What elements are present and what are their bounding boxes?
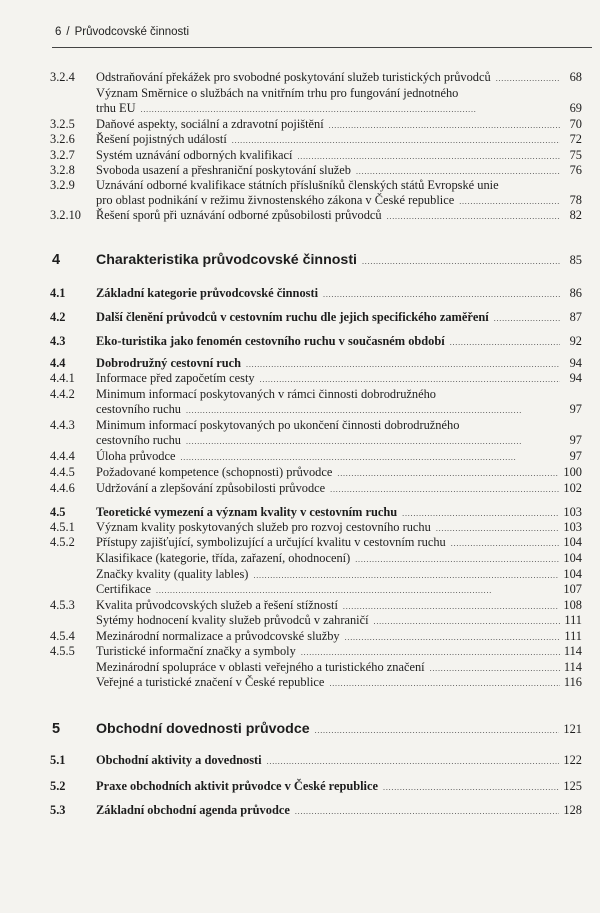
- toc-number: 4.4.4: [50, 449, 75, 463]
- running-header: [55, 26, 189, 38]
- dot-leader: [323, 286, 560, 299]
- dot-leader: [186, 402, 560, 415]
- dot-leader: [451, 535, 560, 548]
- toc-title: Teoretické vymezení a význam kvality v cestovním ruchu: [96, 505, 398, 519]
- toc-title: Kvalita průvodcovských služeb a řešení stížností: [96, 598, 338, 612]
- dot-leader: [260, 371, 560, 384]
- toc-title: Sytémy hodnocení kvality služeb průvodců v zahraničí: [96, 613, 369, 627]
- toc-title: Obchodní dovednosti průvodce: [96, 721, 310, 737]
- toc-title-line: Minimum informací poskytovaných po ukončení činnosti dobrodružného: [96, 418, 460, 432]
- toc-number: 4.5.2: [50, 535, 75, 549]
- toc-number: 5.3: [50, 803, 66, 817]
- dot-leader: [329, 117, 560, 130]
- toc-page-number: 108: [563, 598, 582, 612]
- toc-title: Základní kategorie průvodcovské činnosti: [96, 286, 319, 300]
- dot-leader: [343, 598, 560, 611]
- toc-page-number: 104: [563, 567, 582, 581]
- dot-leader: [387, 208, 560, 221]
- toc-page-number: 111: [564, 613, 582, 627]
- dot-leader: [295, 803, 560, 816]
- dot-leader: [450, 334, 560, 347]
- dot-leader: [355, 551, 559, 564]
- dot-leader: [156, 582, 559, 595]
- dot-leader: [494, 310, 560, 323]
- toc-title: Praxe obchodních aktivit průvodce v České republice: [96, 779, 379, 793]
- toc-number: 4: [52, 252, 61, 268]
- toc-title: Řešení pojistných událostí: [96, 132, 227, 146]
- toc-title: Dobrodružný cestovní ruch: [96, 356, 242, 370]
- toc-page-number: 87: [569, 310, 582, 324]
- header-rule: [52, 47, 592, 48]
- toc-page-number: 97: [569, 449, 582, 463]
- toc-number: 4.5.4: [50, 629, 75, 643]
- toc-page-number: 107: [563, 582, 582, 596]
- dot-leader: [330, 481, 559, 494]
- toc-title: trhu EU: [96, 101, 136, 115]
- toc-number: 4.5: [50, 505, 66, 519]
- toc-number: 5: [52, 721, 61, 737]
- toc-number: 4.4.3: [50, 418, 75, 432]
- toc-title: Značky kvality (quality lables): [96, 567, 249, 581]
- toc-title: Mezinárodní normalizace a průvodcovské služby: [96, 629, 340, 643]
- toc-page-number: 125: [563, 779, 582, 793]
- toc-page-number: 104: [563, 535, 582, 549]
- dot-leader: [186, 433, 560, 446]
- toc-page-number: 100: [563, 465, 582, 479]
- toc-number: 3.2.8: [50, 163, 75, 177]
- toc-title: Daňové aspekty, sociální a zdravotní pojištění: [96, 117, 324, 131]
- toc-title: cestovního ruchu: [96, 433, 181, 447]
- toc-number: 4.4.1: [50, 371, 75, 385]
- toc-title: Svoboda usazení a přeshraniční poskytování služeb: [96, 163, 351, 177]
- toc-number: 3.2.6: [50, 132, 75, 146]
- dot-leader: [402, 505, 559, 518]
- toc-number: 4.4: [50, 356, 66, 370]
- dot-leader: [253, 567, 559, 580]
- dot-leader: [315, 722, 560, 735]
- toc-title: Udržování a zlepšování způsobilosti průvodce: [96, 481, 326, 495]
- toc-number: 4.5.3: [50, 598, 75, 612]
- dot-leader: [383, 779, 559, 792]
- toc-number: 3.2.10: [50, 208, 81, 222]
- toc-title: cestovního ruchu: [96, 402, 181, 416]
- dot-leader: [374, 613, 560, 626]
- toc-page-number: 116: [563, 675, 582, 689]
- toc-title: Přístupy zajišťující, symbolizující a určující kvalitu v cestovním ruchu: [96, 535, 446, 549]
- toc-number: 3.2.4: [50, 70, 75, 84]
- dot-leader: [362, 253, 560, 266]
- dot-leader: [180, 449, 560, 462]
- toc-title-line: Uznávání odborné kvalifikace státních příslušníků členských států Evropské unie: [96, 178, 499, 192]
- toc-page-number: 103: [563, 520, 582, 534]
- dot-leader: [430, 660, 560, 673]
- toc-number: 5.2: [50, 779, 66, 793]
- toc-number: 4.4.5: [50, 465, 75, 479]
- toc-page-number: 121: [563, 722, 582, 736]
- toc-title: Eko-turistika jako fenomén cestovního ruchu v současném období: [96, 334, 445, 348]
- dot-leader: [329, 675, 559, 688]
- toc-number: 3.2.9: [50, 178, 75, 192]
- toc-page-number: 114: [563, 660, 582, 674]
- dot-leader: [356, 163, 560, 176]
- toc-page-number: 75: [569, 148, 582, 162]
- toc-page-number: 114: [563, 644, 582, 658]
- toc-title: Charakteristika průvodcovské činnosti: [96, 252, 357, 268]
- dot-leader: [301, 644, 560, 657]
- toc-title: Turistické informační značky a symboly: [96, 644, 296, 658]
- running-title: Průvodcovské činnosti: [74, 26, 190, 38]
- header-separator: /: [66, 26, 70, 38]
- toc-title-line: Minimum informací poskytovaných v rámci činnosti dobrodružného: [96, 387, 436, 401]
- toc-number: 4.1: [50, 286, 66, 300]
- toc-title-line: Význam Směrnice o službách na vnitřním trhu pro fungování jednotného: [96, 86, 459, 100]
- toc-title: Veřejné a turistické značení v České republice: [96, 675, 325, 689]
- toc-page-number: 103: [563, 505, 582, 519]
- toc-page-number: 104: [563, 551, 582, 565]
- toc-number: 4.5.5: [50, 644, 75, 658]
- toc-title: Požadované kompetence (schopnosti) průvodce: [96, 465, 333, 479]
- toc-title: Základní obchodní agenda průvodce: [96, 803, 290, 817]
- toc-title: pro oblast podnikání v režimu živnostenského zákona v České republice: [96, 193, 455, 207]
- toc-page-number: 85: [569, 253, 582, 267]
- toc-title: Obchodní aktivity a dovednosti: [96, 753, 262, 767]
- toc-number: 4.3: [50, 334, 66, 348]
- dot-leader: [246, 356, 560, 369]
- toc-page-number: 128: [563, 803, 582, 817]
- toc-title: Řešení sporů při uznávání odborné způsobilosti průvodců: [96, 208, 382, 222]
- toc-page-number: 92: [569, 334, 582, 348]
- toc-number: 3.2.5: [50, 117, 75, 131]
- toc-page-number: 69: [569, 101, 582, 115]
- toc-page-number: 82: [569, 208, 582, 222]
- toc-title: Klasifikace (kategorie, třída, zařazení, ohodnocení): [96, 551, 351, 565]
- dot-leader: [496, 70, 560, 83]
- dot-leader: [297, 148, 560, 161]
- toc-title: Certifikace: [96, 582, 152, 596]
- toc-number: 4.2: [50, 310, 66, 324]
- toc-title: Mezinárodní spolupráce v oblasti veřejného a turistického značení: [96, 660, 425, 674]
- toc-title: Význam kvality poskytovaných služeb pro rozvoj cestovního ruchu: [96, 520, 431, 534]
- dot-leader: [267, 753, 560, 766]
- toc-page-number: 122: [563, 753, 582, 767]
- dot-leader: [345, 629, 560, 642]
- toc-page-number: 70: [569, 117, 582, 131]
- toc-page-number: 72: [569, 132, 582, 146]
- toc-number: 4.4.2: [50, 387, 75, 401]
- toc-number: 4.5.1: [50, 520, 75, 534]
- toc-number: 4.4.6: [50, 481, 75, 495]
- dot-leader: [436, 520, 560, 533]
- toc-page-number: 68: [569, 70, 582, 84]
- toc-page-number: 102: [563, 481, 582, 495]
- toc-title: Odstraňování překážek pro svobodné poskytování služeb turistických průvodců: [96, 70, 491, 84]
- toc-page-number: 111: [564, 629, 582, 643]
- toc-page-number: 78: [569, 193, 582, 207]
- toc-page-number: 97: [569, 433, 582, 447]
- toc-page-number: 86: [569, 286, 582, 300]
- toc-number: 5.1: [50, 753, 66, 767]
- toc-title: Informace před započetím cesty: [96, 371, 255, 385]
- toc-title: Další členění průvodců v cestovním ruchu dle jejich specifického zaměření: [96, 310, 489, 324]
- page-number: 6: [55, 26, 62, 38]
- toc-number: 3.2.7: [50, 148, 75, 162]
- toc-title: Úloha průvodce: [96, 449, 176, 463]
- toc-page-number: 94: [569, 356, 582, 370]
- dot-leader: [232, 132, 560, 145]
- toc-page-number: 76: [569, 163, 582, 177]
- toc-title: Systém uznávání odborných kvalifikací: [96, 148, 293, 162]
- toc-page-number: 94: [569, 371, 582, 385]
- dot-leader: [459, 193, 560, 206]
- toc-page-number: 97: [569, 402, 582, 416]
- dot-leader: [141, 101, 560, 114]
- dot-leader: [337, 465, 559, 478]
